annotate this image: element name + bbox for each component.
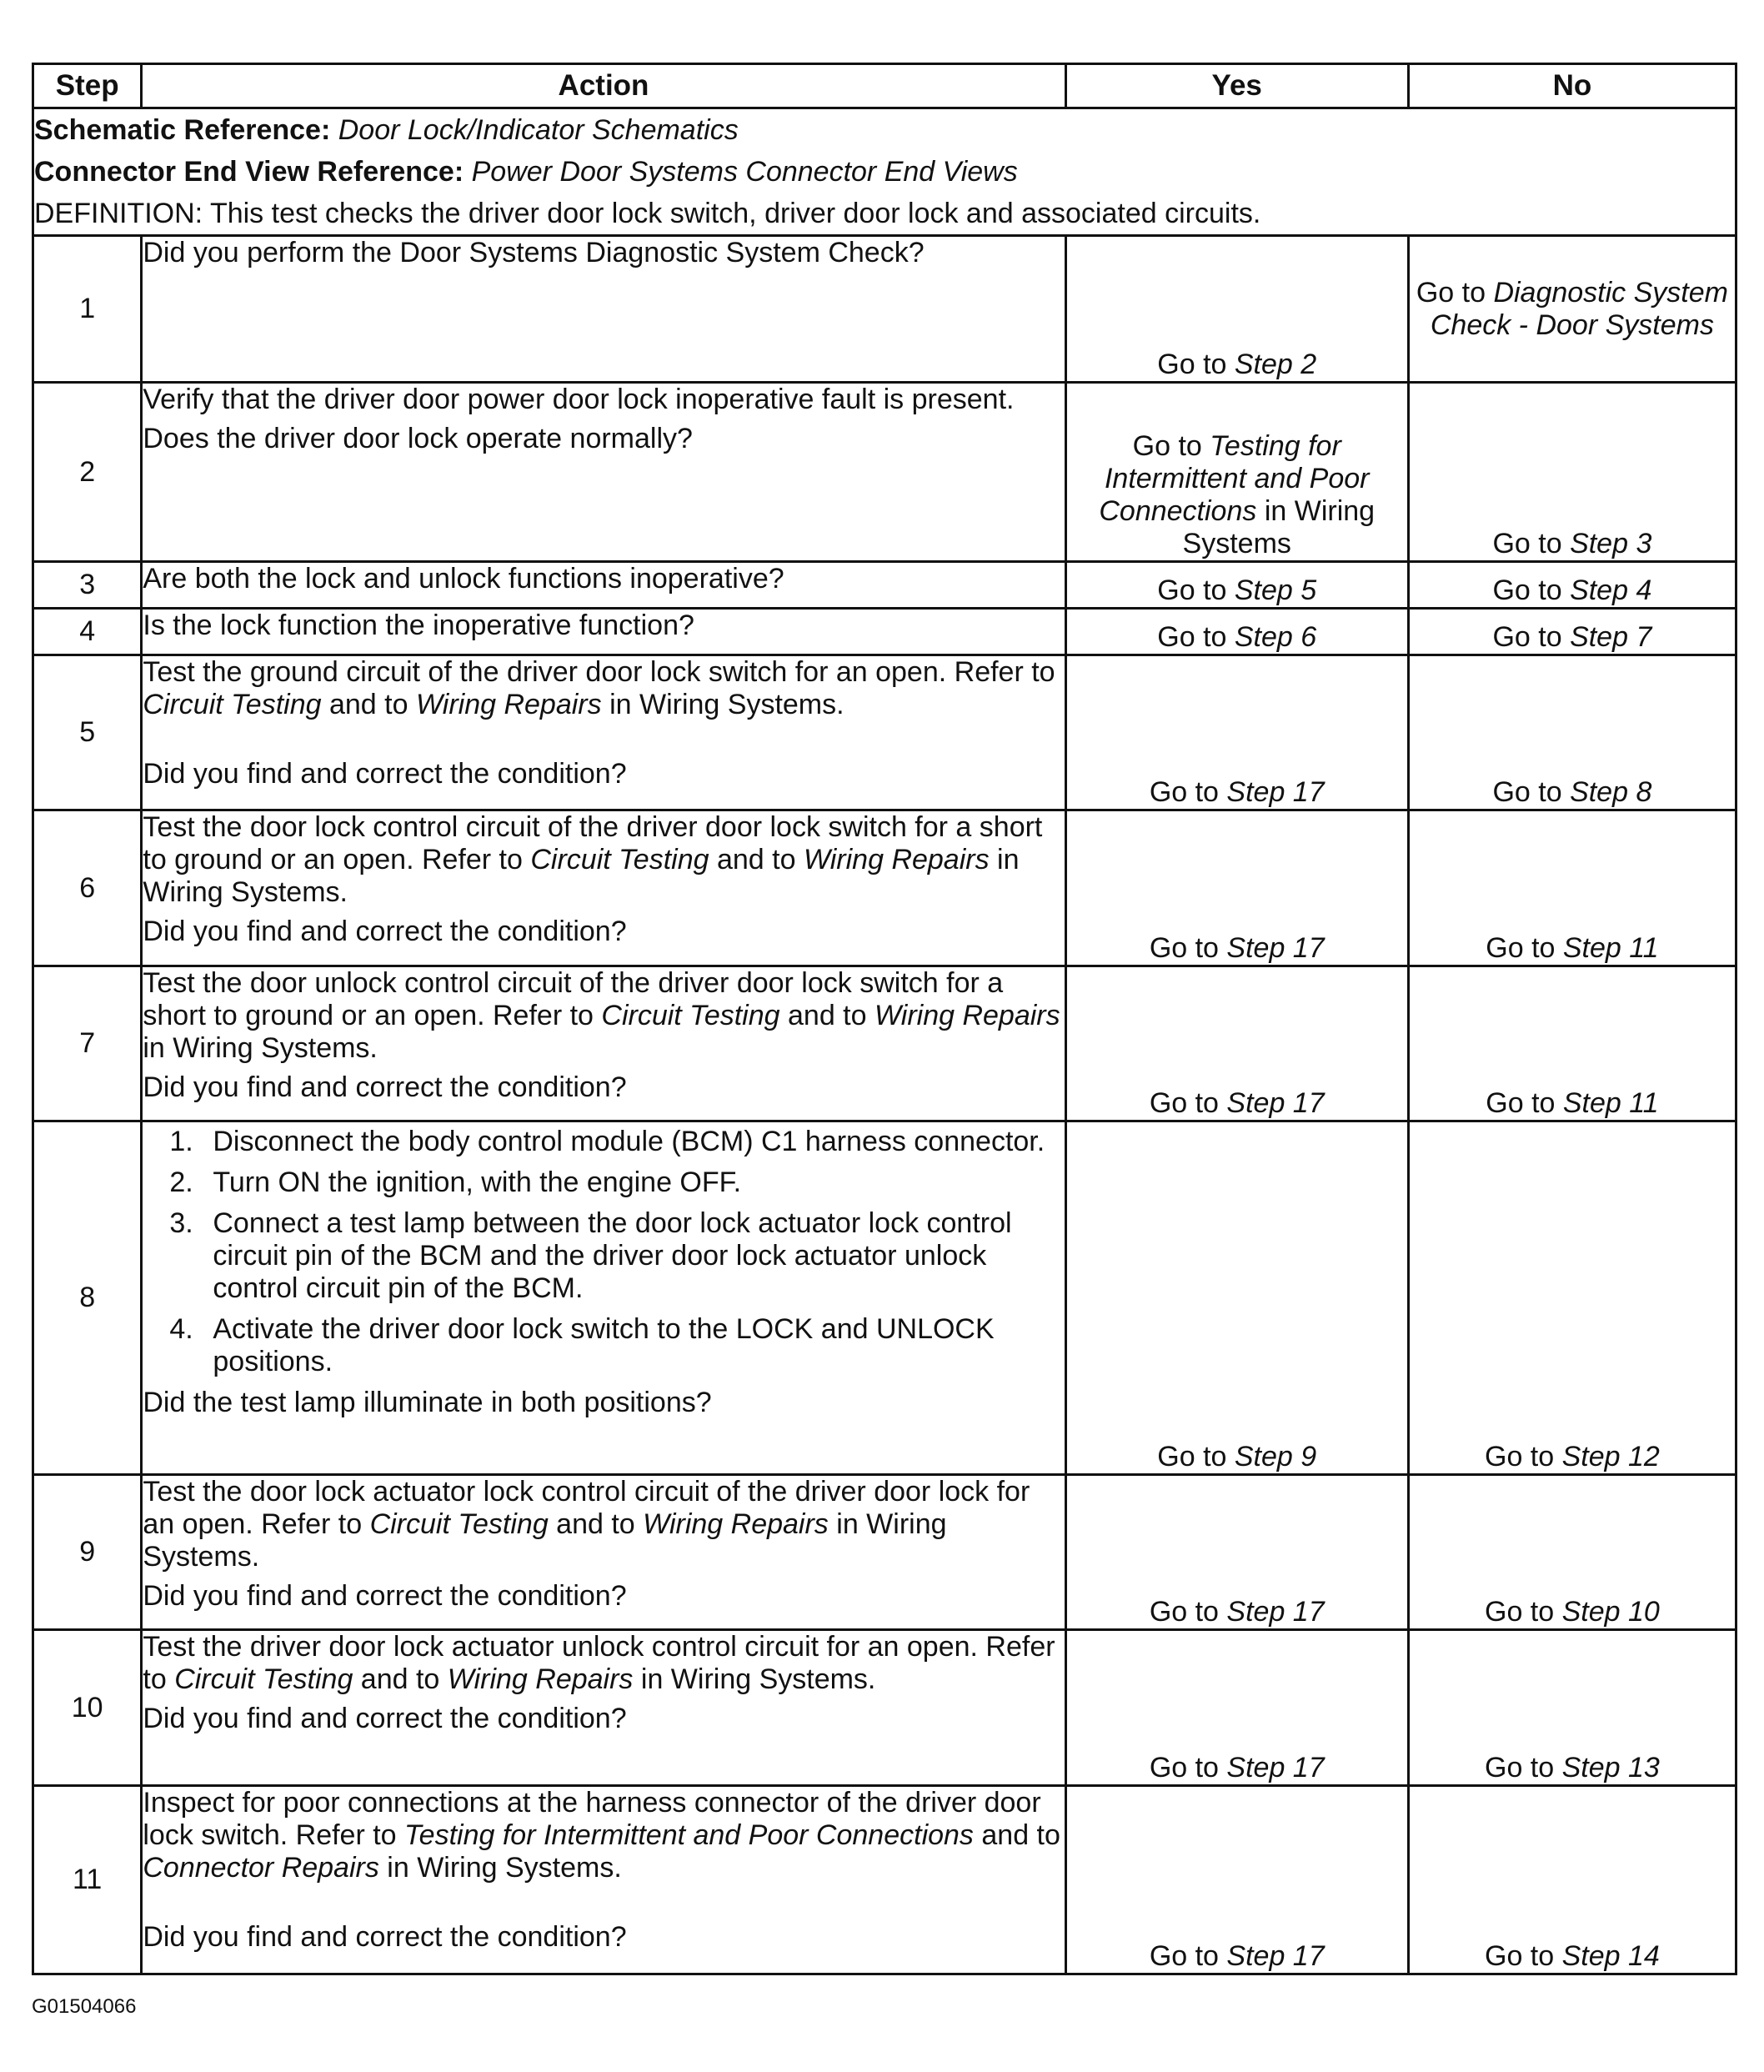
yes-result-link[interactable]: Step 2 (1234, 349, 1317, 380)
action-cell (142, 562, 1065, 609)
action-paragraph (143, 610, 1064, 642)
yes-cell (1065, 1121, 1408, 1475)
table-header-row (33, 64, 1736, 108)
no-result-link[interactable]: Step 11 (1562, 1087, 1659, 1119)
column-header-yes: Yes (1065, 64, 1408, 108)
definition-text: DEFINITION: This test checks the driver door lock switch, driver door lock and associated circuits. (34, 198, 1261, 229)
no-cell (1408, 1786, 1736, 1974)
no-result-text: Go to (1485, 1441, 1562, 1472)
reference-header-cell (33, 108, 1736, 236)
yes-result-link[interactable]: Step 17 (1226, 1940, 1325, 1972)
action-link[interactable]: Circuit Testing (369, 1508, 549, 1540)
action-cell (142, 1121, 1065, 1475)
substep-number: 1. (169, 1126, 193, 1157)
no-result-text: Go to (1492, 776, 1571, 808)
yes-result-link[interactable]: Step 5 (1234, 574, 1317, 606)
column-header-action: Action (142, 64, 1065, 108)
no-result-text: Go to (1485, 1940, 1562, 1972)
action-link[interactable]: Wiring Repairs (803, 844, 990, 875)
substep-number: 4. (169, 1313, 193, 1345)
step-number: 1 (33, 236, 142, 383)
yes-result-text: Go to (1149, 1596, 1227, 1628)
action-question: Did you find and correct the condition? (143, 758, 627, 790)
yes-result-text: Go to (1149, 1087, 1227, 1119)
substep-item (169, 1207, 1064, 1305)
action-question: Did you find and correct the condition? (143, 1703, 627, 1734)
no-result-link[interactable]: Step 14 (1561, 1940, 1660, 1972)
action-text: Test the door unlock control circuit of the driver door lock switch for a short to ground or an open. Refer to (143, 967, 1004, 1031)
no-result-text: Go to (1486, 932, 1563, 964)
yes-cell (1065, 1786, 1408, 1974)
action-text: and to (709, 844, 804, 875)
yes-result-text: Go to (1157, 621, 1235, 653)
substep-item (169, 1166, 1064, 1199)
yes-cell (1065, 810, 1408, 966)
column-header-step: Step (33, 64, 142, 108)
schematic-reference (34, 109, 1735, 151)
table-row (33, 655, 1736, 810)
substep-item (169, 1313, 1064, 1378)
no-result-link[interactable]: Step 7 (1570, 621, 1652, 653)
action-link[interactable]: Circuit Testing (174, 1663, 353, 1695)
table-row (33, 1475, 1736, 1630)
yes-cell (1065, 236, 1408, 383)
action-link[interactable]: Testing for Intermittent and Poor Connections (404, 1819, 974, 1851)
action-paragraph (143, 656, 1064, 721)
step-number: 10 (33, 1630, 142, 1786)
action-text: Test the door lock actuator lock control circuit of the driver door lock for an open. Refer to (143, 1476, 1030, 1540)
schematic-reference-link[interactable]: Door Lock/Indicator Schematics (338, 114, 739, 146)
action-cell (142, 966, 1065, 1121)
no-result-link[interactable]: Step 11 (1562, 932, 1659, 964)
no-result-link[interactable]: Step 4 (1570, 574, 1652, 606)
action-link[interactable]: Wiring Repairs (643, 1508, 829, 1540)
no-cell (1408, 810, 1736, 966)
no-cell (1408, 1475, 1736, 1630)
no-result-text: Go to (1486, 1087, 1563, 1119)
action-text: Test the ground circuit of the driver door lock switch for an open. Refer to (143, 656, 1055, 688)
no-cell (1408, 1630, 1736, 1786)
schematic-reference-label: Schematic Reference: (34, 114, 331, 146)
no-cell (1408, 966, 1736, 1121)
yes-cell (1065, 1475, 1408, 1630)
action-link[interactable]: Connector Repairs (143, 1852, 379, 1884)
step-number: 4 (33, 609, 142, 655)
action-paragraph (143, 237, 1064, 269)
step-number: 6 (33, 810, 142, 966)
no-result-link[interactable]: Step 8 (1570, 776, 1652, 808)
no-cell (1408, 1121, 1736, 1475)
no-result-link[interactable]: Step 12 (1561, 1441, 1660, 1472)
action-cell (142, 1630, 1065, 1786)
yes-result-link[interactable]: Step 17 (1226, 776, 1325, 808)
action-text: in Wiring Systems. (601, 689, 844, 720)
step-number: 11 (33, 1786, 142, 1974)
yes-result-link[interactable]: Step 17 (1226, 1087, 1325, 1119)
substep-text: Activate the driver door lock switch to the LOCK and UNLOCK positions. (213, 1313, 995, 1377)
no-result-text: Go to (1492, 574, 1571, 606)
no-result-text: Go to (1416, 276, 1494, 309)
action-link[interactable]: Wiring Repairs (447, 1663, 634, 1695)
action-cell (142, 810, 1065, 966)
action-text: and to (779, 1000, 874, 1031)
no-result-text: Go to (1485, 1752, 1562, 1784)
yes-cell (1065, 562, 1408, 609)
yes-result-link[interactable]: Step 17 (1226, 1596, 1325, 1628)
action-link[interactable]: Circuit Testing (601, 1000, 780, 1031)
action-text: in Wiring Systems. (378, 1852, 622, 1884)
no-result-link[interactable]: Step 13 (1561, 1752, 1660, 1784)
action-paragraph (143, 1631, 1064, 1696)
action-text: in Wiring Systems. (143, 1508, 947, 1573)
step-number: 5 (33, 655, 142, 810)
action-text: Did you perform the Door Systems Diagnostic System Check? (143, 237, 925, 268)
substep-item (169, 1126, 1064, 1158)
step-number: 2 (33, 383, 142, 562)
action-paragraph (143, 1476, 1064, 1573)
substep-text: Turn ON the ignition, with the engine OFF. (213, 1166, 742, 1198)
no-result-link[interactable]: Step 10 (1561, 1596, 1660, 1628)
step-number: 7 (33, 966, 142, 1121)
yes-cell (1065, 1630, 1408, 1786)
no-result-text: Go to (1485, 1596, 1562, 1628)
substep-number: 3. (169, 1207, 193, 1239)
action-cell (142, 655, 1065, 810)
action-text: and to (321, 689, 416, 720)
action-text: in Wiring Systems. (143, 844, 1020, 908)
step-number: 9 (33, 1475, 142, 1630)
action-link[interactable]: Circuit Testing (530, 844, 709, 875)
action-question: Did you find and correct the condition? (143, 916, 627, 947)
no-cell (1408, 655, 1736, 810)
action-cell (142, 236, 1065, 383)
action-paragraph (143, 423, 1064, 455)
action-paragraph (143, 967, 1064, 1065)
action-text: in Wiring Systems. (143, 1032, 378, 1064)
yes-result-text: Go to (1149, 776, 1227, 808)
yes-result-link[interactable]: Testing for Intermittent and Poor Connections (1099, 430, 1370, 527)
yes-cell (1065, 655, 1408, 810)
yes-result-text: Go to (1132, 430, 1210, 462)
yes-result-link[interactable]: Step 17 (1226, 1752, 1325, 1784)
table-row (33, 966, 1736, 1121)
action-question: Did you find and correct the condition? (143, 1071, 627, 1103)
yes-result-text: Go to (1157, 1441, 1235, 1472)
no-cell (1408, 236, 1736, 383)
action-text: and to (973, 1819, 1060, 1851)
figure-id: G01504066 (32, 1995, 137, 2018)
action-link[interactable]: Wiring Repairs (874, 1000, 1060, 1031)
action-question: Did you find and correct the condition? (143, 1921, 627, 1953)
yes-result-link[interactable]: Step 17 (1226, 932, 1325, 964)
action-text: Does the driver door lock operate normally? (143, 423, 693, 454)
substep-number: 2. (169, 1166, 193, 1198)
action-question: Did you find and correct the condition? (143, 1580, 627, 1612)
connector-reference (34, 151, 1735, 193)
action-link[interactable]: Wiring Repairs (415, 689, 602, 720)
yes-cell (1065, 966, 1408, 1121)
action-paragraph (143, 811, 1064, 909)
action-text: and to (353, 1663, 448, 1695)
yes-result-text: in Wiring Systems (1182, 495, 1376, 559)
yes-result-text: Go to (1157, 349, 1235, 380)
connector-reference-link[interactable]: Power Door Systems Connector End Views (471, 156, 1018, 188)
reference-header-row (33, 108, 1736, 236)
substep-text: Connect a test lamp between the door lock actuator lock control circuit pin of the BCM and the driver door lock actuator unlock control circuit pin of the BCM. (213, 1207, 1012, 1304)
table-row (33, 1121, 1736, 1475)
action-cell (142, 383, 1065, 562)
action-text: Test the door lock control circuit of the driver door lock switch for a short to ground or an open. Refer to (143, 811, 1043, 875)
no-result-link[interactable]: Diagnostic System Check - Door Systems (1430, 276, 1728, 341)
yes-result-link[interactable]: Step 6 (1234, 621, 1317, 653)
no-result-link[interactable]: Step 3 (1570, 528, 1652, 559)
table-row (33, 810, 1736, 966)
yes-result-link[interactable]: Step 9 (1234, 1441, 1317, 1472)
table-row (33, 562, 1736, 609)
no-result-text: Go to (1492, 621, 1571, 653)
table-row (33, 1786, 1736, 1974)
no-cell (1408, 562, 1736, 609)
yes-result-text: Go to (1149, 932, 1227, 964)
action-paragraph (143, 384, 1064, 416)
action-text: Verify that the driver door power door lock inoperative fault is present. (143, 384, 1015, 415)
no-cell (1408, 609, 1736, 655)
substep-list (143, 1126, 1064, 1378)
diagnostic-table (32, 63, 1737, 1975)
column-header-no: No (1408, 64, 1736, 108)
substep-text: Disconnect the body control module (BCM) C1 harness connector. (213, 1126, 1045, 1157)
table-row (33, 236, 1736, 383)
yes-cell (1065, 609, 1408, 655)
yes-result-text: Go to (1157, 574, 1235, 606)
action-paragraph (143, 563, 1064, 595)
action-text: in Wiring Systems. (633, 1663, 876, 1695)
action-link[interactable]: Circuit Testing (143, 689, 322, 720)
step-number: 8 (33, 1121, 142, 1475)
table-row (33, 609, 1736, 655)
action-text: Test the driver door lock actuator unlock control circuit for an open. Refer to (143, 1631, 1055, 1695)
action-text: Are both the lock and unlock functions inoperative? (143, 563, 784, 595)
yes-result-text: Go to (1149, 1752, 1227, 1784)
action-text: Inspect for poor connections at the harness connector of the driver door lock switch. Refer to (143, 1787, 1041, 1851)
yes-cell (1065, 383, 1408, 562)
action-cell (142, 1786, 1065, 1974)
action-text: Is the lock function the inoperative function? (143, 610, 694, 641)
action-cell (142, 609, 1065, 655)
table-row (33, 383, 1736, 562)
step-number: 3 (33, 562, 142, 609)
no-result-text: Go to (1492, 528, 1571, 559)
action-question: Did the test lamp illuminate in both positions? (143, 1387, 712, 1418)
yes-result-text: Go to (1149, 1940, 1227, 1972)
action-text: and to (548, 1508, 644, 1540)
connector-reference-label: Connector End View Reference: (34, 156, 464, 188)
table-row (33, 1630, 1736, 1786)
no-cell (1408, 383, 1736, 562)
action-paragraph (143, 1787, 1064, 1884)
action-cell (142, 1475, 1065, 1630)
